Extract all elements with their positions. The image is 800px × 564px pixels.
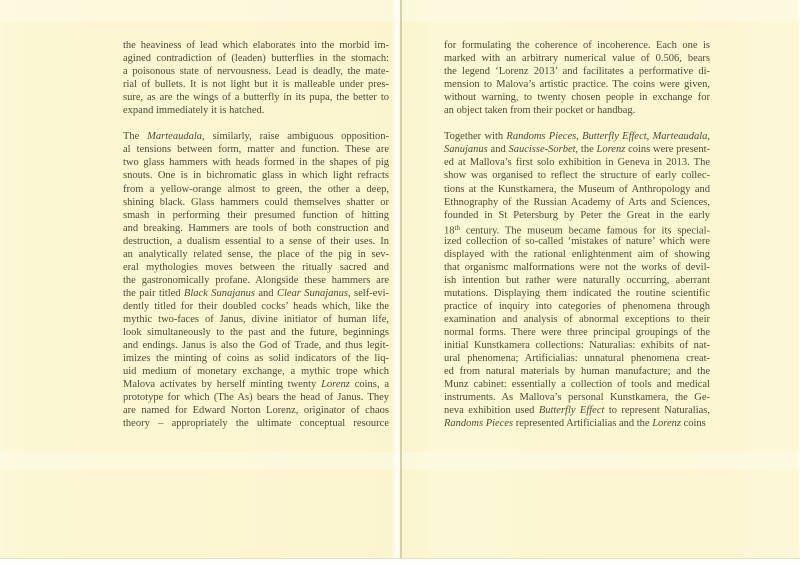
- text-run: prototype for which (The As) bears the head of Janus. They: [123, 392, 389, 404]
- text-run: Munz cabinet: essentially a collection of tools and medical: [444, 379, 710, 391]
- text-run: mutations. Displaying them indicated the routine scientific: [444, 287, 710, 299]
- text-run: represented Artificialias and the: [513, 418, 653, 430]
- text-run: that organismc malformations were not the works of devil-: [444, 261, 710, 273]
- text-run: displayed with the rational enlightenment aim of showing: [444, 248, 710, 260]
- text-line: [123, 326, 389, 339]
- text-line: [444, 261, 710, 274]
- text-line: [444, 391, 710, 404]
- text-run: tions at the Kunstkamera, the Museum of Anthropology and: [444, 183, 710, 195]
- italic-text-run: Randoms Pieces: [506, 131, 577, 143]
- text-run: the pair titled: [123, 287, 184, 299]
- text-run: mythic two-faces of Janus, divine initiator of human life,: [123, 313, 389, 325]
- text-run: The: [123, 131, 148, 143]
- italic-text-run: Butterfly Effect: [582, 131, 647, 143]
- text-line: [123, 235, 389, 248]
- text-run: snouts. One is in bichromatic glass in which light refracts: [123, 170, 389, 182]
- text-line: [123, 91, 389, 104]
- paragraph: [444, 39, 710, 117]
- text-run: rial of bullets. It is not light but it is malleable under pres-: [123, 79, 389, 91]
- text-run: coins were present-: [625, 144, 710, 156]
- text-run: ,: [707, 131, 711, 143]
- right-page-text: [444, 39, 710, 430]
- text-line: [444, 339, 710, 352]
- text-run: coins, a: [349, 379, 389, 391]
- text-line: [123, 104, 389, 117]
- text-run: without warning, to twenty chosen people in exchange for: [444, 92, 710, 104]
- text-run: shining black. Glass hammers could themselves shatter or: [123, 196, 389, 208]
- text-run: normal forms. There were three principal groupings of the: [444, 327, 710, 339]
- text-line: [444, 209, 710, 222]
- text-line: [123, 287, 389, 300]
- text-run: and: [487, 144, 509, 156]
- text-run: ized collection of so-called ‘mistakes of nature’ which were: [444, 235, 710, 247]
- text-run: two glass hammers with heads formed in the shapes of pig: [123, 157, 389, 169]
- text-line: [123, 130, 389, 143]
- text-line: [123, 274, 389, 287]
- text-run: century. The museum became famous for its special-: [459, 225, 710, 237]
- text-line: [123, 65, 389, 78]
- text-run: dently titled for their doubled cocks’ heads which, like the: [123, 300, 389, 312]
- text-run: expand immediately it is hatched.: [123, 105, 265, 117]
- text-run: Malova activates by herself minting twenty: [123, 379, 322, 391]
- left-page-text: [123, 39, 389, 430]
- text-line: [123, 209, 389, 222]
- text-run: initial Kunstkamera collections: Naturalias: exhibits of nat-: [444, 340, 710, 352]
- text-line: [123, 222, 389, 235]
- text-line: [444, 417, 710, 430]
- text-run: from a yellow-orange almost to green, the other a deep,: [123, 183, 389, 195]
- text-run: instruments. As Mallova’s personal Kunstkamera, the Ge-: [444, 392, 710, 404]
- text-run: Together with: [444, 131, 507, 143]
- text-run: , the: [575, 144, 597, 156]
- text-line: [123, 196, 389, 209]
- paragraph: [123, 39, 389, 117]
- text-line: [444, 313, 710, 326]
- italic-text-run: Clear Sunajanus: [276, 287, 349, 299]
- text-line: [444, 404, 710, 417]
- scan-light-band: [0, 452, 400, 470]
- italic-text-run: Black Sunajanus: [183, 287, 255, 299]
- text-line: [123, 143, 389, 156]
- text-run: uid medium of monetary exchange, a mythic trope which: [123, 366, 389, 378]
- italic-text-run: Lorenz: [596, 144, 626, 156]
- text-line: [123, 183, 389, 196]
- text-run: for formulating the coherence of incoherence. Each one is: [444, 40, 710, 51]
- text-run: ,: [576, 131, 583, 143]
- italic-text-run: Lorenz: [652, 418, 681, 430]
- text-run: , similarly, raise ambiguous opposition-: [202, 131, 389, 143]
- text-line: [123, 339, 389, 352]
- text-line: [123, 417, 389, 430]
- text-run: practice of inquiry into categories of phenomena through: [444, 300, 710, 312]
- text-line: [444, 378, 710, 391]
- text-line: [444, 52, 710, 65]
- text-line: [444, 300, 710, 313]
- text-line: [444, 65, 710, 78]
- text-run: Ethnography of the Russian Academy of Arts and Sciences,: [444, 196, 710, 208]
- text-line: [123, 78, 389, 91]
- text-line: [123, 52, 389, 65]
- text-line: [123, 404, 389, 417]
- text-line: [123, 313, 389, 326]
- text-run: and breaking. Hammers are tools of both construction and: [123, 222, 389, 234]
- scan-light-band: [400, 452, 800, 470]
- text-line: [444, 104, 710, 117]
- text-line: [123, 391, 389, 404]
- italic-text-run: Sanujanus: [444, 144, 488, 156]
- text-line: [444, 222, 710, 235]
- text-run: agined contradiction of (leaden) butterflies in the stomach:: [123, 53, 389, 65]
- text-run: theory – appropriately the ultimate conceptual resource: [123, 418, 389, 430]
- text-run: founded in St Petersburg by Peter the Great in the early: [444, 209, 710, 221]
- text-line: [444, 183, 710, 196]
- text-line: [444, 196, 710, 209]
- text-run: destruction, a dualism essential to a sense of their uses. In: [123, 235, 389, 247]
- text-line: [444, 352, 710, 365]
- text-line: [444, 169, 710, 182]
- text-run: an analytically related sense, the place of the pig in sev-: [123, 248, 389, 260]
- text-run: sure, as are the wings of a butterfly in its pupa, the better to: [123, 92, 389, 104]
- text-line: [123, 156, 389, 169]
- text-run: the heaviness of lead which elaborates into the morbid im-: [123, 40, 389, 51]
- text-run: mension to Malova’s artistic practice. The coins were given,: [444, 79, 710, 91]
- text-line: [123, 261, 389, 274]
- italic-text-run: Lorenz: [321, 379, 350, 391]
- text-run: marked with an arbitrary numerical value of 0.506, bears: [444, 53, 710, 65]
- italic-text-run: Saucisse-Sorbet: [508, 144, 576, 156]
- text-run: ,: [646, 131, 653, 143]
- text-run: smash in performing their presumed function of hitting: [123, 209, 389, 221]
- text-line: [123, 300, 389, 313]
- superscript-run: th: [454, 223, 460, 232]
- text-line: [444, 39, 710, 52]
- text-run: imizes the minting of coins as solid indicators of the liq-: [123, 353, 389, 365]
- text-run: and endings. Janus is also the God of Trade, and thus legit-: [123, 340, 389, 352]
- text-line: [444, 326, 710, 339]
- text-run: a poisonous state of nervousness. Lead is deadly, the mate-: [123, 66, 389, 78]
- text-line: [123, 378, 389, 391]
- text-line: [444, 156, 710, 169]
- page-right: [400, 0, 800, 564]
- text-run: to represent Naturalias,: [604, 405, 711, 417]
- text-line: [444, 287, 710, 300]
- scan-light-band: [0, 0, 400, 22]
- paragraph: [444, 130, 710, 430]
- italic-text-run: Marteaudala: [147, 131, 202, 143]
- text-run: , self-evi-: [348, 287, 390, 299]
- text-run: coins: [680, 418, 706, 430]
- text-run: and: [254, 287, 277, 299]
- text-run: ural phenomena; Artificialias: unnatural phenomena creat-: [444, 353, 710, 365]
- text-run: ed at Mallova’s first solo exhibition in Geneva in 2013. The: [444, 157, 710, 169]
- text-run: are named for Edward Norton Lorenz, originator of chaos: [123, 405, 389, 417]
- text-line: [444, 365, 710, 378]
- scan-light-band: [400, 0, 800, 22]
- text-run: show was organised to reflect the structure of early collec-: [444, 170, 710, 182]
- text-run: eral mythologies moves between the ritually sacred and: [123, 261, 389, 273]
- text-run: examination and analysis of abnormal exceptions to their: [444, 313, 710, 325]
- text-line: [444, 130, 710, 143]
- text-line: [444, 143, 710, 156]
- italic-text-run: Butterfly Effect: [538, 405, 605, 417]
- text-run: al tensions between form, matter and function. These are: [123, 144, 389, 156]
- text-run: 18: [444, 225, 455, 237]
- text-line: [444, 248, 710, 261]
- text-run: neva exhibition used: [444, 405, 539, 417]
- text-run: the legend ‘Lorenz 2013’ and facilitates a performative di-: [444, 66, 710, 78]
- text-line: [444, 91, 710, 104]
- text-run: look simultaneously to the past and the future, beginnings: [123, 327, 389, 339]
- text-line: [123, 169, 389, 182]
- text-line: [444, 274, 710, 287]
- text-line: [123, 352, 389, 365]
- paragraph: [123, 130, 389, 430]
- text-line: [444, 235, 710, 248]
- text-run: ed from natural materials by human manufacture; and the: [444, 366, 710, 378]
- text-run: an object taken from their pocket or handbag.: [444, 105, 636, 117]
- italic-text-run: Randoms Pieces: [444, 418, 514, 430]
- text-line: [123, 39, 389, 52]
- text-line: [444, 78, 710, 91]
- text-line: [123, 248, 389, 261]
- text-run: ish intention but rather were naturally occurring, aberrant: [444, 274, 710, 286]
- italic-text-run: Marteaudala: [652, 131, 708, 143]
- text-run: the gastronomically profane. Alongside these hammers are: [123, 274, 389, 286]
- text-line: [123, 365, 389, 378]
